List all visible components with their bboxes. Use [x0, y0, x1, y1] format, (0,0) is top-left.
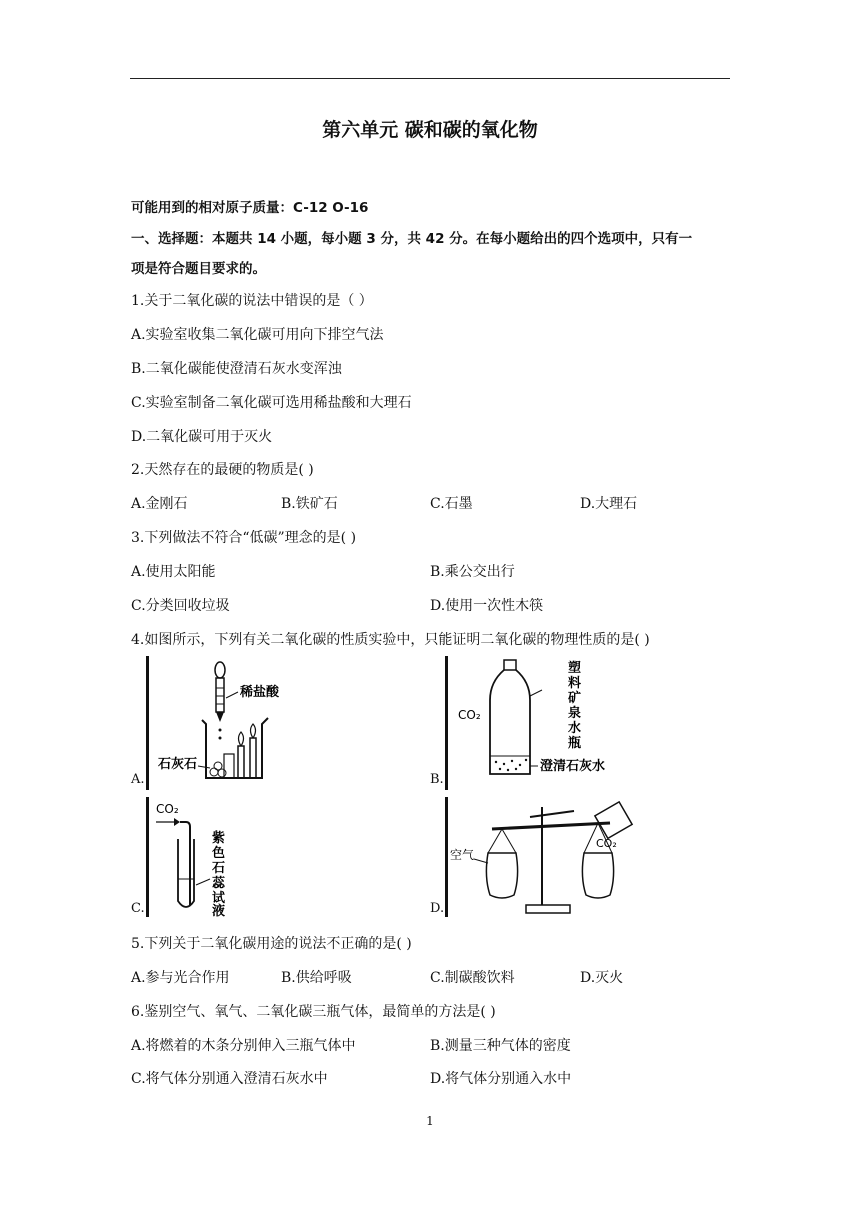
section-header: 一、选择题：本题共 14 小题，每小题 3 分，共 42 分。在每小题给出的四个选项中，只有一	[131, 231, 693, 247]
page-number: 1	[426, 1114, 434, 1128]
question-1-option-b: B.二氧化碳能使澄清石灰水变浑浊	[131, 361, 342, 377]
question-2-option-c: C.石墨	[430, 496, 473, 512]
question-2-option-d: D.大理石	[580, 496, 638, 512]
figure-b-bottle-apparatus	[450, 656, 630, 786]
question-6-stem: 6.鉴别空气、氧气、二氧化碳三瓶气体，最简单的方法是( )	[131, 1004, 496, 1020]
question-2-stem: 2.天然存在的最硬的物质是( )	[131, 462, 314, 478]
figure-b-label: B.	[430, 772, 444, 787]
question-3-stem: 3.下列做法不符合“低碳”理念的是( )	[131, 530, 357, 546]
question-1-option-a: A.实验室收集二氧化碳可用向下排空气法	[131, 327, 384, 343]
question-3-option-d: D.使用一次性木筷	[430, 598, 544, 614]
question-1-option-c: C.实验室制备二氧化碳可选用稀盐酸和大理石	[131, 395, 412, 411]
label-dilute-hcl: 稀盐酸	[240, 685, 280, 700]
question-5-option-d: D.灭火	[580, 970, 624, 986]
figure-c-test-tube	[150, 797, 290, 917]
question-5-stem: 5.下列关于二氧化碳用途的说法不正确的是( )	[131, 936, 412, 952]
figure-a-frame	[146, 656, 149, 790]
label-limestone: 石灰石	[158, 757, 198, 772]
figure-a-beaker-apparatus	[150, 658, 330, 786]
label-litmus: 紫色石 蕊试液	[212, 831, 226, 917]
question-1-option-d: D.二氧化碳可用于灭火	[131, 429, 273, 445]
page-title: 第六单元 碳和碳的氧化物	[322, 119, 538, 141]
question-5-option-a: A.参与光合作用	[131, 970, 230, 986]
question-2-option-a: A.金刚石	[131, 496, 188, 512]
question-3-option-a: A.使用太阳能	[131, 564, 216, 580]
question-5-option-c: C.制碳酸饮料	[430, 970, 515, 986]
question-4-stem: 4.如图所示，下列有关二氧化碳的性质实验中，只能证明二氧化碳的物理性质的是( )	[131, 632, 650, 648]
question-3-option-c: C.分类回收垃圾	[131, 598, 230, 614]
figure-c-label: C.	[131, 901, 145, 916]
label-co2-b: CO₂	[458, 708, 481, 722]
figure-d-balance	[450, 797, 650, 917]
question-6-option-a: A.将燃着的木条分别伸入三瓶气体中	[131, 1038, 356, 1054]
question-6-option-c: C.将气体分别通入澄清石灰水中	[131, 1071, 328, 1087]
label-co2-c: CO₂	[156, 802, 179, 816]
atomic-mass-note: 可能用到的相对原子质量：C-12 O-16	[131, 200, 369, 216]
question-2-option-b: B.铁矿石	[281, 496, 338, 512]
question-6-option-b: B.测量三种气体的密度	[430, 1038, 571, 1054]
figure-a-label: A.	[131, 772, 145, 787]
section-header-cont: 项是符合题目要求的。	[131, 261, 266, 277]
label-plastic-bottle: 塑料矿 泉水瓶	[568, 661, 582, 751]
question-6-option-d: D.将气体分别通入水中	[430, 1071, 572, 1087]
question-3-option-b: B.乘公交出行	[430, 564, 515, 580]
figure-c-frame	[146, 797, 149, 917]
figure-b-frame	[445, 656, 448, 790]
figure-d-frame	[445, 797, 448, 917]
label-air: 空气	[450, 848, 475, 862]
label-co2-d: CO₂	[596, 837, 617, 850]
header-rule	[130, 78, 730, 79]
question-5-option-b: B.供给呼吸	[281, 970, 352, 986]
question-1-stem: 1.关于二氧化碳的说法中错误的是（ ）	[131, 293, 373, 309]
figure-d-label: D.	[430, 901, 445, 916]
label-limewater: 澄清石灰水	[540, 759, 606, 774]
